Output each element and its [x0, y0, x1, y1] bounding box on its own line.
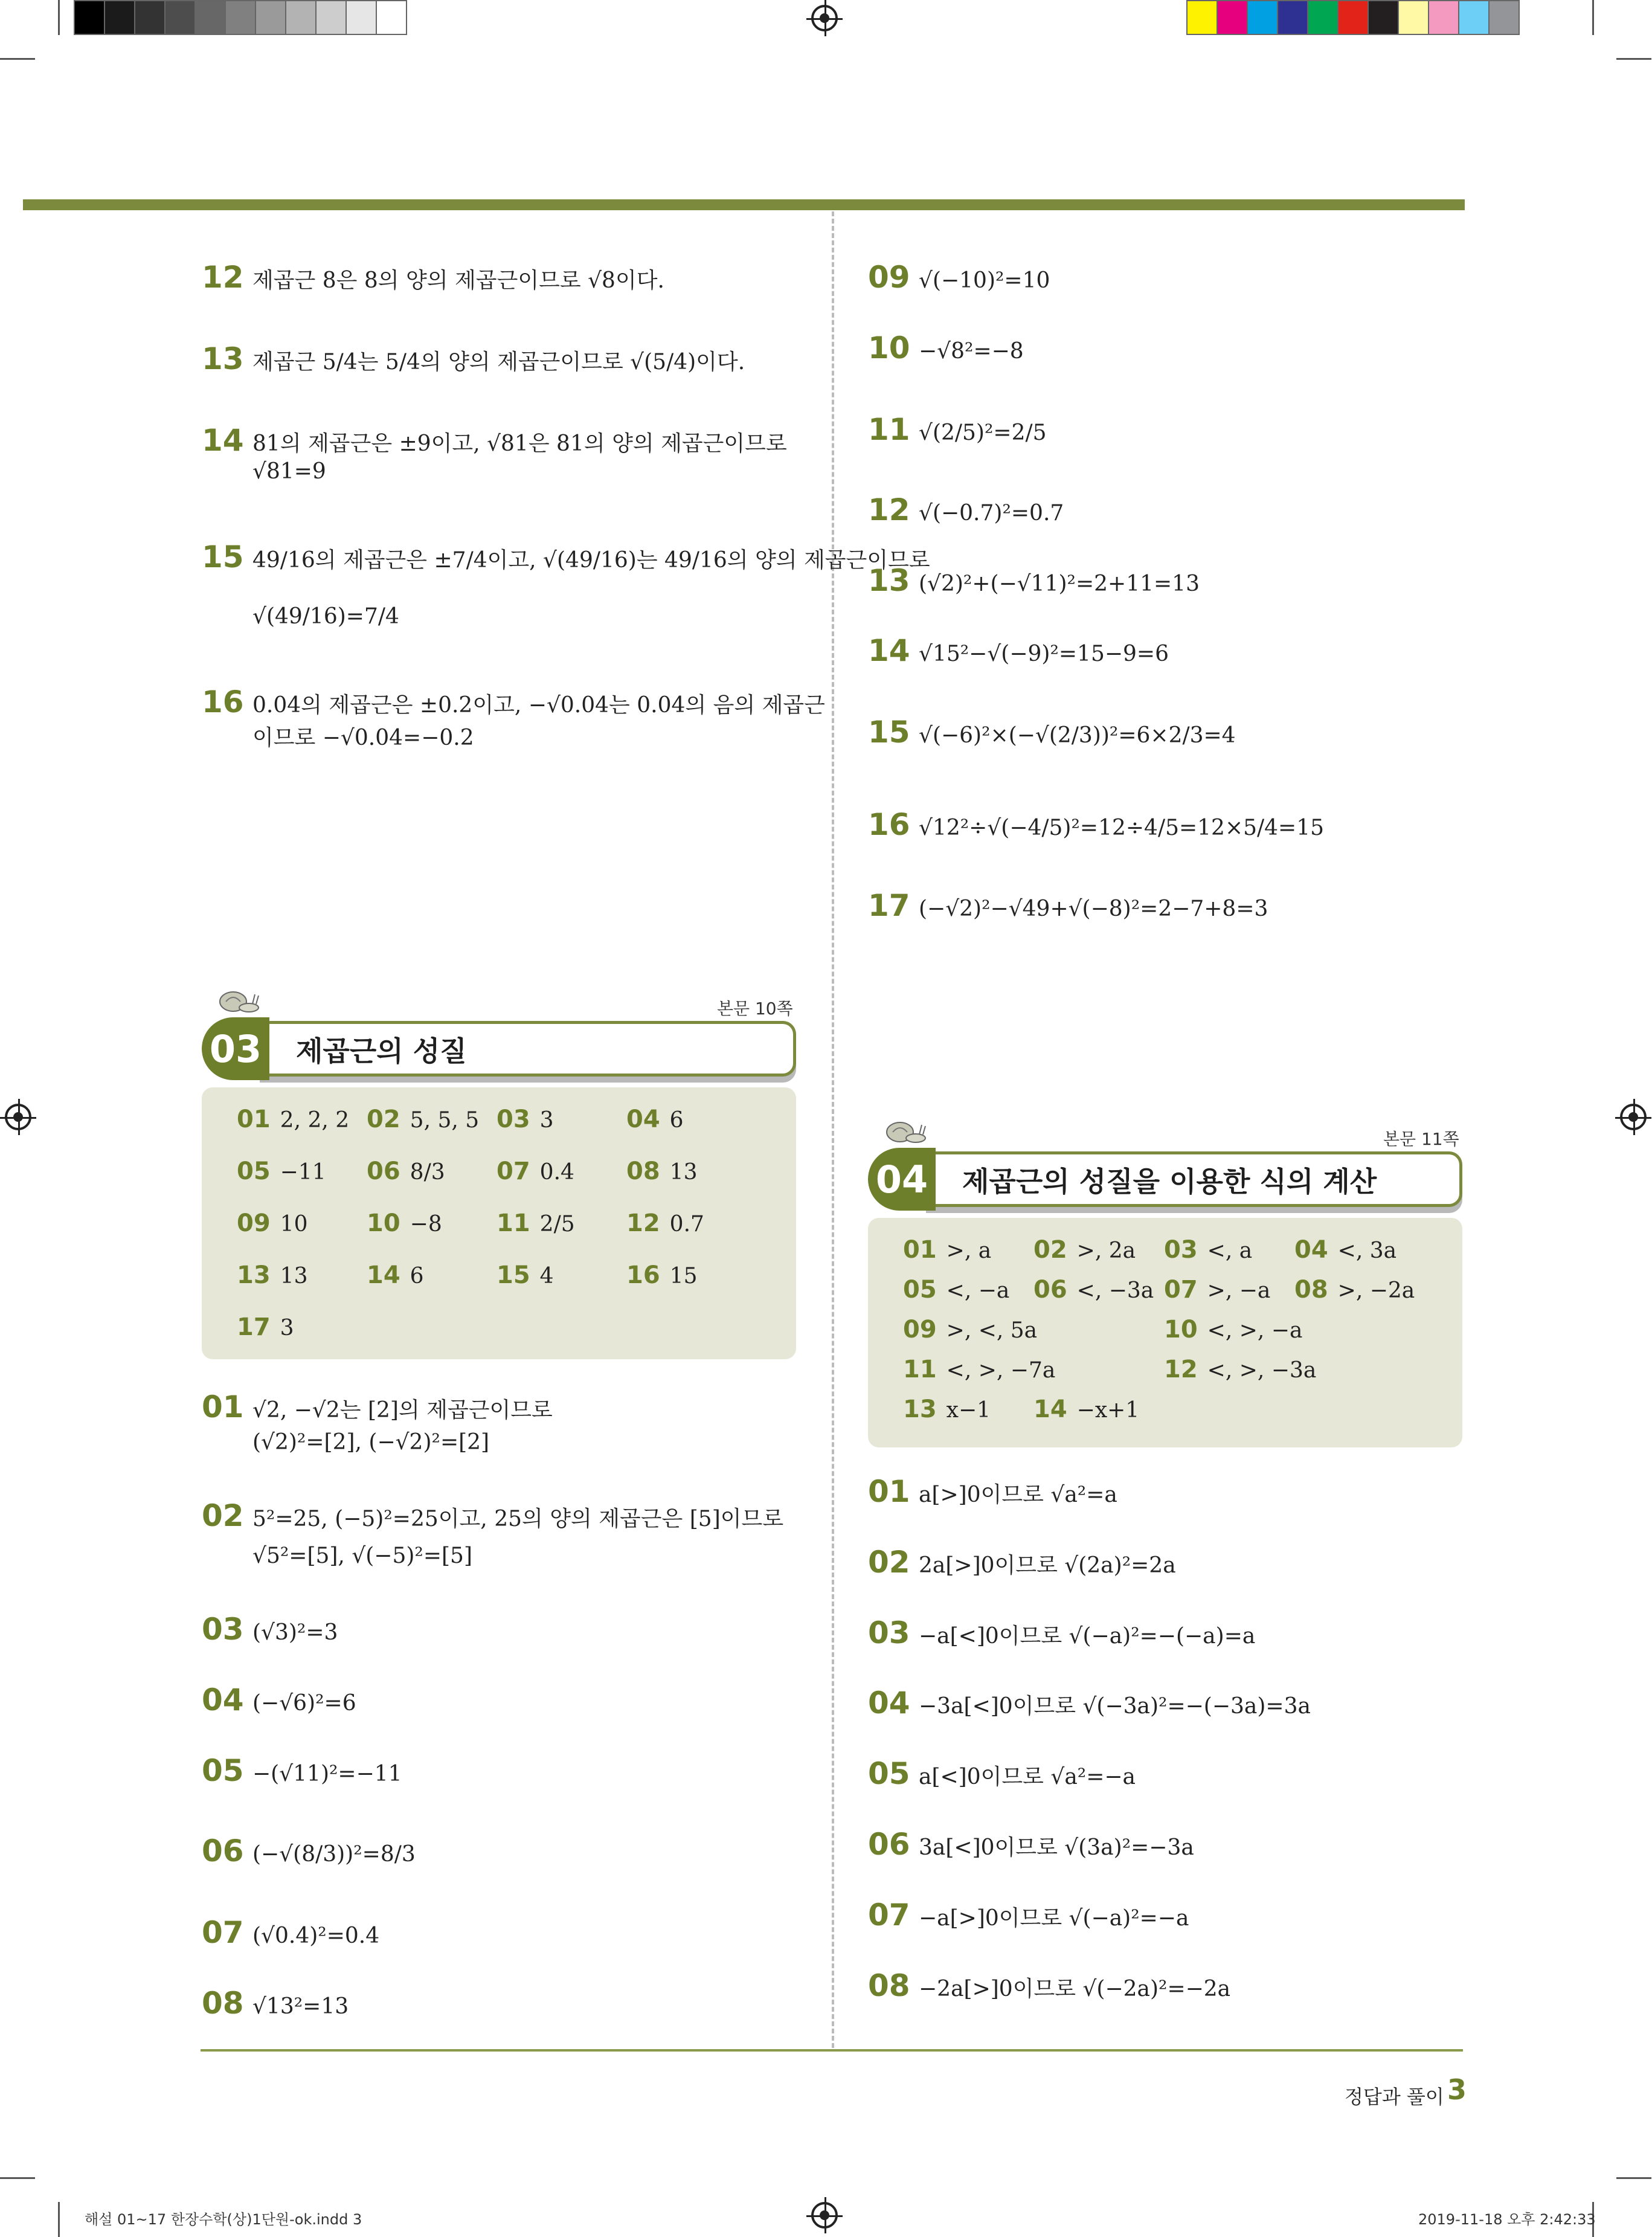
answer-number: 02 [1033, 1236, 1067, 1264]
answer-number: 03 [497, 1106, 530, 1133]
solution-item: 05 a[<]0이므로 √a²=−a [868, 1756, 1136, 1791]
registration-mark-icon [1620, 1104, 1647, 1130]
answer-number: 14 [1033, 1395, 1067, 1423]
page-number: 3 [1447, 2073, 1467, 2106]
solution-item: 03 (√3)²=3 [202, 1612, 338, 1647]
answer-number: 10 [367, 1209, 400, 1237]
answer-value: 2, 2, 2 [280, 1108, 350, 1133]
answer-value: >, −a [1207, 1278, 1271, 1303]
answer-entry [1294, 1276, 1415, 1304]
page-reference: 본문 11쪽 [1383, 1129, 1459, 1149]
solution-text: √2, −√2는 [2]의 제곱근이므로 [252, 1398, 553, 1423]
answer-number: 03 [1164, 1236, 1198, 1264]
answer-value: <, a [1207, 1238, 1253, 1263]
timestamp-slug: 2019-11-18 오후 2:42:33 [1418, 2211, 1596, 2228]
answer-value: >, −2a [1337, 1278, 1415, 1303]
answer-value: >, 2a [1076, 1238, 1136, 1263]
solution-item: 01 √2, −√2는 [2]의 제곱근이므로 [202, 1389, 553, 1424]
answer-number: 15 [497, 1261, 530, 1289]
answer-value: <, −a [946, 1278, 1010, 1303]
answer-value: 0.7 [669, 1212, 704, 1237]
answer-entry [367, 1106, 479, 1133]
answer-entry [1164, 1276, 1270, 1304]
solution-item: 08 √13²=13 [202, 1986, 349, 2021]
section-header-03: 03 제곱근의 성질 [202, 1017, 796, 1075]
color-swatch [74, 0, 105, 35]
solution-line: (√2)²=[2], (−√2)²=[2] [252, 1430, 490, 1455]
color-swatch [376, 0, 407, 35]
answer-value: 0.4 [539, 1160, 574, 1185]
answer-number: 04 [626, 1106, 660, 1133]
answer-value: >, <, 5a [946, 1318, 1038, 1343]
crop-mark [58, 2202, 60, 2237]
answer-entry [903, 1276, 1009, 1304]
color-swatch [1368, 0, 1399, 35]
color-swatch [1247, 0, 1278, 35]
answer-number: 05 [903, 1276, 937, 1304]
answer-number: 07 [1164, 1276, 1198, 1304]
answer-number: 08 [1294, 1276, 1328, 1304]
answer-number: 17 [237, 1313, 271, 1341]
solution-item: 06 3a[<]0이므로 √(3a)²=−3a [868, 1827, 1194, 1862]
solution-item: 13 (√2)²+(−√11)²=2+11=13 [868, 563, 1200, 598]
answer-entry [626, 1106, 684, 1133]
solution-item: 06 (−√(8/3))²=8/3 [202, 1833, 416, 1868]
color-swatch [1488, 0, 1520, 35]
answer-number: 09 [237, 1209, 271, 1237]
page-reference: 본문 10쪽 [717, 999, 793, 1019]
color-swatch [1337, 0, 1369, 35]
answer-number: 06 [1033, 1276, 1067, 1304]
solution-item: 08 −2a[>]0이므로 √(−2a)²=−2a [868, 1968, 1231, 2003]
color-swatch [104, 0, 135, 35]
answer-entry [626, 1261, 697, 1289]
answer-value: x−1 [946, 1398, 991, 1423]
answer-entry [237, 1157, 326, 1185]
registration-mark-icon [811, 5, 838, 31]
answer-value: 5, 5, 5 [410, 1108, 480, 1133]
column-divider [832, 211, 834, 2048]
answer-entry [626, 1209, 704, 1237]
solution-item: 13 제곱근 5/4는 5/4의 양의 제곱근이므로 √(5/4)이다. [202, 341, 745, 376]
answer-number: 14 [367, 1261, 400, 1289]
answer-value: <, >, −3a [1207, 1358, 1317, 1383]
answer-number: 06 [367, 1157, 400, 1185]
solution-item: 03 −a[<]0이므로 √(−a)²=−(−a)=a [868, 1615, 1256, 1650]
answer-number: 11 [497, 1209, 530, 1237]
answer-value: 2/5 [539, 1212, 575, 1237]
answer-entry [1033, 1276, 1154, 1304]
answer-number: 11 [903, 1356, 937, 1383]
color-swatch [315, 0, 347, 35]
answer-number: 13 [903, 1395, 937, 1423]
answer-value: 13 [669, 1160, 698, 1185]
answer-value: <, −3a [1076, 1278, 1154, 1303]
color-swatch [1186, 0, 1218, 35]
answer-entry [367, 1261, 424, 1289]
color-swatch [346, 0, 377, 35]
answer-entry [903, 1395, 991, 1423]
answer-entry [903, 1316, 1037, 1344]
answer-entry [367, 1209, 442, 1237]
footer-rule [201, 2049, 1463, 2052]
answer-entry [497, 1157, 574, 1185]
solution-line: 이므로 −√0.04=−0.2 [252, 726, 474, 750]
solution-item: 15 49/16의 제곱근은 ±7/4이고, √(49/16)는 49/16의 양의 제곱근이므로 [202, 539, 930, 575]
gray-swatch-row [75, 0, 407, 35]
solution-item: 07 −a[>]0이므로 √(−a)²=−a [868, 1897, 1189, 1933]
answer-entry [626, 1157, 697, 1185]
snail-mascot-icon [215, 986, 260, 1014]
solution-item: 14 81의 제곱근은 ±9이고, √81은 81의 양의 제곱근이므로 [202, 423, 787, 458]
answer-value: <, >, −7a [946, 1358, 1056, 1383]
color-swatch [225, 0, 256, 35]
answer-number: 13 [237, 1261, 271, 1289]
registration-mark-icon [811, 2202, 838, 2229]
solution-item: 02 5²=25, (−5)²=25이고, 25의 양의 제곱근은 [5]이므로 [202, 1498, 784, 1533]
crop-mark [0, 2177, 35, 2179]
answer-value: <, 3a [1337, 1238, 1397, 1263]
solution-item: 04 −3a[<]0이므로 √(−3a)²=−(−3a)=3a [868, 1685, 1311, 1720]
solution-item: 07 (√0.4)²=0.4 [202, 1915, 380, 1950]
section-title: 제곱근의 성질 [296, 1035, 467, 1067]
answer-entry [1164, 1316, 1302, 1344]
answer-value: 13 [280, 1264, 308, 1289]
answer-entry [237, 1261, 307, 1289]
answer-number: 08 [626, 1157, 660, 1185]
answer-value: −8 [410, 1212, 442, 1237]
answer-value: >, a [946, 1238, 992, 1263]
answer-entry [237, 1209, 307, 1237]
color-swatch [164, 0, 196, 35]
solution-item: 11 √(2/5)²=2/5 [868, 412, 1047, 447]
color-swatch [134, 0, 166, 35]
answer-value: 15 [669, 1264, 698, 1289]
color-swatch [1217, 0, 1248, 35]
snail-mascot-icon [882, 1116, 927, 1144]
answer-number: 12 [626, 1209, 660, 1237]
answer-number: 02 [367, 1106, 400, 1133]
solution-item: 04 (−√6)²=6 [202, 1682, 356, 1717]
crop-mark [1592, 0, 1594, 35]
section-title: 제곱근의 성질을 이용한 식의 계산 [962, 1165, 1377, 1198]
crop-mark [58, 0, 60, 35]
color-swatch [1277, 0, 1308, 35]
color-swatch-row [1188, 0, 1520, 35]
answer-value: 6 [669, 1108, 684, 1133]
color-swatch [1398, 0, 1429, 35]
solution-item: 05 −(√11)²=−11 [202, 1753, 402, 1788]
answer-entry [237, 1106, 349, 1133]
answer-number: 01 [237, 1106, 271, 1133]
answer-value: <, >, −a [1207, 1318, 1303, 1343]
answer-number: 10 [1164, 1316, 1198, 1344]
answer-number: 01 [903, 1236, 937, 1264]
answer-value: −11 [280, 1160, 326, 1185]
solution-item: 16 0.04의 제곱근은 ±0.2이고, −√0.04는 0.04의 음의 제곱근 [202, 684, 825, 719]
color-swatch [1458, 0, 1490, 35]
answer-number: 09 [903, 1316, 937, 1344]
color-swatch [1428, 0, 1459, 35]
solution-line: √(49/16)=7/4 [252, 604, 399, 629]
answer-value: 6 [410, 1264, 424, 1289]
solution-item: 10 −√8²=−8 [868, 330, 1024, 365]
color-swatch [255, 0, 286, 35]
solution-line: √5²=[5], √(−5)²=[5] [252, 1543, 473, 1568]
solution-item: 17 (−√2)²−√49+√(−8)²=2−7+8=3 [868, 888, 1268, 923]
solution-item: 09 √(−10)²=10 [868, 260, 1050, 295]
answer-value: 10 [280, 1212, 308, 1237]
answer-entry [1164, 1236, 1252, 1264]
crop-mark [0, 58, 35, 60]
header-rule [23, 199, 1465, 210]
answer-entry [1294, 1236, 1396, 1264]
solution-item: 12 √(−0.7)²=0.7 [868, 492, 1064, 527]
footer-label: 정답과 풀이 [1345, 2085, 1444, 2108]
answer-entry [367, 1157, 445, 1185]
answer-entry [497, 1261, 554, 1289]
answer-value: −x+1 [1076, 1398, 1140, 1423]
answer-entry [497, 1106, 554, 1133]
crop-mark [1616, 2177, 1651, 2179]
answer-entry [497, 1209, 575, 1237]
color-swatch [285, 0, 317, 35]
answer-value: 4 [539, 1264, 554, 1289]
answer-number: 12 [1164, 1356, 1198, 1383]
answer-number: 04 [1294, 1236, 1328, 1264]
solution-item: 12 제곱근 8은 8의 양의 제곱근이므로 √8이다. [202, 260, 664, 295]
answer-entry [1164, 1356, 1316, 1383]
solution-item: 01 a[>]0이므로 √a²=a [868, 1474, 1117, 1509]
answer-number: 07 [497, 1157, 530, 1185]
solution-item: 14 √15²−√(−9)²=15−9=6 [868, 633, 1169, 668]
registration-mark-icon [5, 1104, 31, 1130]
solution-item: 16 √12²÷√(−4/5)²=12÷4/5=12×5/4=15 [868, 807, 1325, 842]
color-swatch [1307, 0, 1339, 35]
answer-number: 16 [626, 1261, 660, 1289]
answer-value: 8/3 [410, 1160, 445, 1185]
answer-entry [903, 1356, 1055, 1383]
answer-value: 3 [539, 1108, 554, 1133]
section-header-04: 04 제곱근의 성질을 이용한 식의 계산 [868, 1148, 1462, 1206]
answer-number: 05 [237, 1157, 271, 1185]
answer-entry [903, 1236, 991, 1264]
solution-item: 15 √(−6)²×(−√(2/3))²=6×2/3=4 [868, 715, 1236, 750]
color-swatch [194, 0, 226, 35]
answer-value: 3 [280, 1316, 294, 1341]
solution-item: 02 2a[>]0이므로 √(2a)²=2a [868, 1545, 1176, 1580]
answer-entry [1033, 1236, 1136, 1264]
file-slug: 해설 01~17 한장수학(상)1단원-ok.indd 3 [85, 2211, 362, 2228]
answer-entry [1033, 1395, 1139, 1423]
solution-line: √81=9 [252, 459, 326, 484]
answer-entry [237, 1313, 294, 1341]
crop-mark [1616, 58, 1651, 60]
